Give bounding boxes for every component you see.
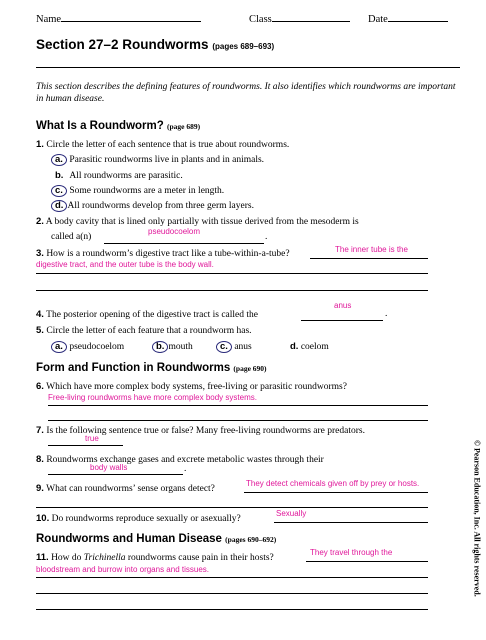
q1-b-text: All roundworms are parasitic. [69, 171, 183, 181]
name-label: Name [36, 14, 62, 25]
q1-d-letter: d. [55, 200, 64, 211]
q8-answer[interactable]: body walls [90, 463, 128, 472]
heading-what-is-pages: (page 689) [166, 122, 201, 131]
q10-blank[interactable] [274, 522, 428, 523]
q11-prompt [36, 552, 274, 563]
q1-prompt [36, 139, 289, 150]
q5-a-letter: a. [55, 341, 63, 352]
q8-text: Roundworms exchange gases and excrete metabolic wastes through their [46, 455, 324, 465]
heading-human-disease-text: Roundworms and Human Disease [36, 533, 222, 545]
q1-number: 1. [36, 139, 44, 150]
q6-answer[interactable]: Free-living roundworms have more complex body systems. [48, 393, 257, 402]
title-rule [36, 67, 460, 68]
q6-blank-1[interactable] [48, 405, 428, 406]
q9-blank-1[interactable] [244, 492, 428, 493]
q5-b-text: mouth [168, 342, 193, 352]
q7-text: Is the following sentence true or false? Many free-living roundworms are predators. [46, 426, 365, 436]
q1-d-text: All roundworms develop from three germ layers. [67, 201, 254, 211]
q11-blank-1[interactable] [306, 561, 428, 562]
heading-human-disease [36, 533, 276, 545]
heading-human-disease-pages: (pages 690–692) [225, 535, 277, 544]
date-label: Date [368, 14, 388, 25]
q2-number: 2. [36, 216, 44, 227]
q1-c-circle[interactable] [51, 185, 67, 197]
q1-d-circle[interactable] [51, 200, 67, 212]
q5-b-circle[interactable] [152, 341, 168, 353]
q10-text: Do roundworms reproduce sexually or asexually? [51, 514, 241, 524]
heading-form-function-pages: (page 690) [233, 364, 267, 373]
q2-prompt-line2 [51, 232, 91, 242]
q5-number: 5. [36, 325, 44, 336]
q11-blank-2[interactable] [36, 577, 428, 578]
q5-d-letter: d. [290, 341, 299, 352]
q4-blank[interactable] [301, 320, 383, 321]
q5-c-text: anus [234, 342, 252, 352]
q7-number: 7. [36, 425, 44, 436]
class-blank[interactable] [272, 10, 350, 22]
q2-blank[interactable] [104, 243, 264, 244]
q9-number: 9. [36, 483, 44, 494]
q1-option-d[interactable] [51, 200, 254, 212]
q5-a-text: pseudocoelom [69, 342, 125, 352]
q11-text-species: Trichinella [83, 553, 126, 563]
q9-prompt [36, 483, 215, 494]
q8-blank[interactable] [48, 474, 183, 475]
q5-option-c[interactable] [216, 341, 252, 353]
q11-answer-line1[interactable]: They travel through the [310, 548, 393, 557]
q2-period: . [265, 232, 268, 242]
section-title-text: Section 27–2 Roundworms [36, 37, 209, 52]
q7-blank[interactable] [48, 445, 123, 446]
q5-text: Circle the letter of each feature that a roundworm has. [46, 326, 252, 336]
q11-answer-line2[interactable]: bloodstream and burrow into organs and tissues. [36, 565, 209, 574]
heading-form-function [36, 362, 267, 374]
name-blank[interactable] [61, 10, 201, 22]
q11-blank-3[interactable] [36, 593, 428, 594]
q3-number: 3. [36, 248, 44, 259]
q1-c-text: Some roundworms are a meter in length. [69, 186, 225, 196]
q3-answer-line1[interactable]: The inner tube is the [335, 245, 408, 254]
q2-text: A body cavity that is lined only partially with tissue derived from the mesoderm is [45, 217, 359, 227]
q5-a-circle[interactable] [51, 341, 67, 353]
q2-text2: called a(n) [51, 232, 92, 242]
q4-period: . [385, 309, 388, 319]
q3-blank-3[interactable] [36, 290, 428, 291]
q5-option-a[interactable] [51, 341, 124, 353]
section-pages: (pages 689–693) [212, 42, 275, 51]
q1-a-circle[interactable] [51, 154, 67, 166]
q1-c-letter: c. [55, 185, 63, 196]
q5-d-text: coelom [300, 342, 329, 352]
q1-option-a[interactable] [51, 154, 264, 166]
q6-number: 6. [36, 381, 44, 392]
q1-option-c[interactable] [51, 185, 224, 197]
q5-option-d[interactable] [290, 341, 329, 352]
class-field[interactable] [249, 10, 350, 25]
q11-text-post: roundworms cause pain in their hosts? [125, 553, 274, 563]
q4-answer[interactable]: anus [334, 301, 352, 310]
q4-number: 4. [36, 309, 44, 320]
q6-prompt [36, 381, 347, 392]
q5-b-letter: b. [156, 341, 165, 352]
name-field[interactable] [36, 10, 201, 25]
q10-number: 10. [36, 513, 50, 524]
q3-answer-line2[interactable]: digestive tract, and the outer tube is the body wall. [36, 260, 214, 269]
q5-prompt [36, 325, 252, 336]
q10-answer[interactable]: Sexually [276, 509, 307, 518]
q2-prompt [36, 216, 359, 227]
q6-blank-2[interactable] [48, 420, 428, 421]
heading-form-function-text: Form and Function in Roundworms [36, 362, 231, 374]
date-blank[interactable] [388, 10, 448, 22]
q9-blank-2[interactable] [36, 507, 428, 508]
q1-text: Circle the letter of each sentence that is true about roundworms. [46, 140, 290, 150]
q10-prompt [36, 513, 241, 524]
q1-option-b[interactable] [51, 170, 183, 181]
heading-what-is-text: What Is a Roundworm? [36, 120, 164, 132]
class-label: Class [249, 14, 272, 25]
q8-prompt [36, 454, 324, 465]
q1-a-text: Parasitic roundworms live in plants and in animals. [69, 155, 265, 165]
q8-period: . [184, 464, 187, 474]
q9-text: What can roundworms’ sense organs detect? [46, 484, 215, 494]
q7-answer[interactable]: true [85, 434, 99, 443]
q5-c-letter: c. [220, 341, 228, 352]
q5-c-circle[interactable] [216, 341, 232, 353]
q1-b-letter: b. [55, 170, 64, 181]
q3-blank-2[interactable] [36, 273, 428, 274]
date-field[interactable] [368, 10, 448, 25]
section-title [36, 37, 274, 52]
q4-prompt [36, 309, 258, 320]
q11-text-pre: How do [51, 553, 84, 563]
q6-text: Which have more complex body systems, free-living or parasitic roundworms? [46, 382, 347, 392]
copyright-notice: © Pearson Education, Inc. All rights reserved. [473, 440, 482, 597]
q4-text: The posterior opening of the digestive tract is called the [46, 310, 258, 320]
q3-text: How is a roundworm’s digestive tract like a tube-within-a-tube? [46, 249, 290, 259]
q2-answer[interactable]: pseudocoelom [148, 227, 201, 236]
q11-blank-4[interactable] [36, 609, 428, 610]
q8-number: 8. [36, 454, 44, 465]
intro-text: This section describes the defining features of roundworms. It also identifies which roundworms are important in human disease. [36, 82, 456, 104]
q1-a-letter: a. [55, 154, 63, 165]
q9-answer[interactable]: They detect chemicals given off by prey or hosts. [246, 479, 420, 488]
heading-what-is [36, 120, 200, 132]
q5-option-b[interactable] [152, 341, 193, 353]
q11-number: 11. [36, 552, 49, 563]
q3-blank-1[interactable] [310, 258, 428, 259]
q3-prompt [36, 248, 290, 259]
